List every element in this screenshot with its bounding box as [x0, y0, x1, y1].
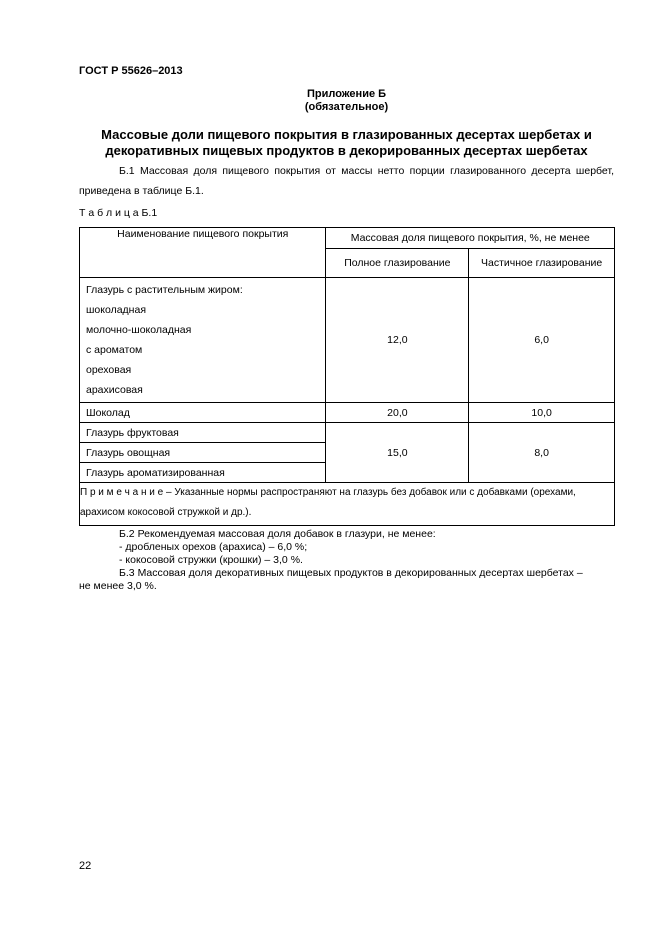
flavored-glaze-name: Глазурь ароматизированная: [80, 463, 326, 483]
b3-line2: не менее 3,0 %.: [79, 580, 157, 592]
header-mass-fraction: Массовая доля пищевого покрытия, %, не менее: [326, 228, 615, 249]
b3-line1: Б.3 Массовая доля декоративных пищевых продуктов в декорированных десертах шербетах –: [119, 567, 583, 579]
header-full-glazing: Полное глазирование: [326, 249, 469, 278]
list-item: Глазурь с растительным жиром:: [86, 284, 243, 296]
page-number: 22: [79, 860, 92, 872]
standard-number: ГОСТ Р 55626–2013: [79, 65, 183, 77]
table-header-row: [80, 228, 615, 249]
appendix-subtitle: (обязательное): [304, 101, 389, 113]
list-item: шоколадная: [86, 304, 147, 316]
table-row: [80, 423, 615, 443]
group1-names: [80, 278, 326, 403]
group2-partial-value: 8,0: [469, 423, 615, 483]
appendix-heading: [79, 88, 614, 114]
vegetable-glaze-name: Глазурь овощная: [80, 443, 326, 463]
table-row: [80, 403, 615, 423]
coating-table: [79, 227, 615, 526]
chocolate-name: Шоколад: [80, 403, 326, 423]
table-note: П р и м е ч а н и е – Указанные нормы распространяют на глазурь без добавок или с добавками (орехами, арахисом кокосовой стружкой и др.).: [80, 483, 615, 526]
header-partial-glazing: Частичное глазирование: [469, 249, 615, 278]
group1-partial-value: 6,0: [469, 278, 615, 403]
fruit-glaze-name: Глазурь фруктовая: [80, 423, 326, 443]
table-note-row: [80, 483, 615, 526]
list-item: молочно-шоколадная: [86, 324, 192, 336]
appendix-title: Приложение Б: [306, 88, 387, 100]
b2-heading: Б.2 Рекомендуемая массовая доля добавок в глазури, не менее:: [119, 528, 436, 540]
group1-full-value: 12,0: [326, 278, 469, 403]
table-row: [80, 278, 615, 403]
list-item: с ароматом: [86, 344, 143, 356]
list-item: ореховая: [86, 364, 132, 376]
header-coating-name: Наименование пищевого покрытия: [80, 228, 326, 278]
list-item: арахисовая: [86, 384, 143, 396]
group2-full-value: 15,0: [326, 423, 469, 483]
chocolate-full-value: 20,0: [326, 403, 469, 423]
document-title: Массовые доли пищевого покрытия в глазированных десертах шербетах и декоративных пищевых продуктов в декорированных десертах шербетах: [101, 127, 592, 158]
b2-item-nuts: - дробленых орехов (арахиса) – 6,0 %;: [119, 541, 308, 553]
b2-item-coconut: - кокосовой стружки (крошки) – 3,0 %.: [119, 554, 303, 566]
section-b2: [79, 528, 614, 593]
paragraph-b1: Б.1 Массовая доля пищевого покрытия от массы нетто порции глазированного десерта шербет, приведена в таблице Б.1.: [79, 165, 614, 197]
chocolate-partial-value: 10,0: [469, 403, 615, 423]
table-caption: Т а б л и ц а Б.1: [79, 207, 158, 219]
